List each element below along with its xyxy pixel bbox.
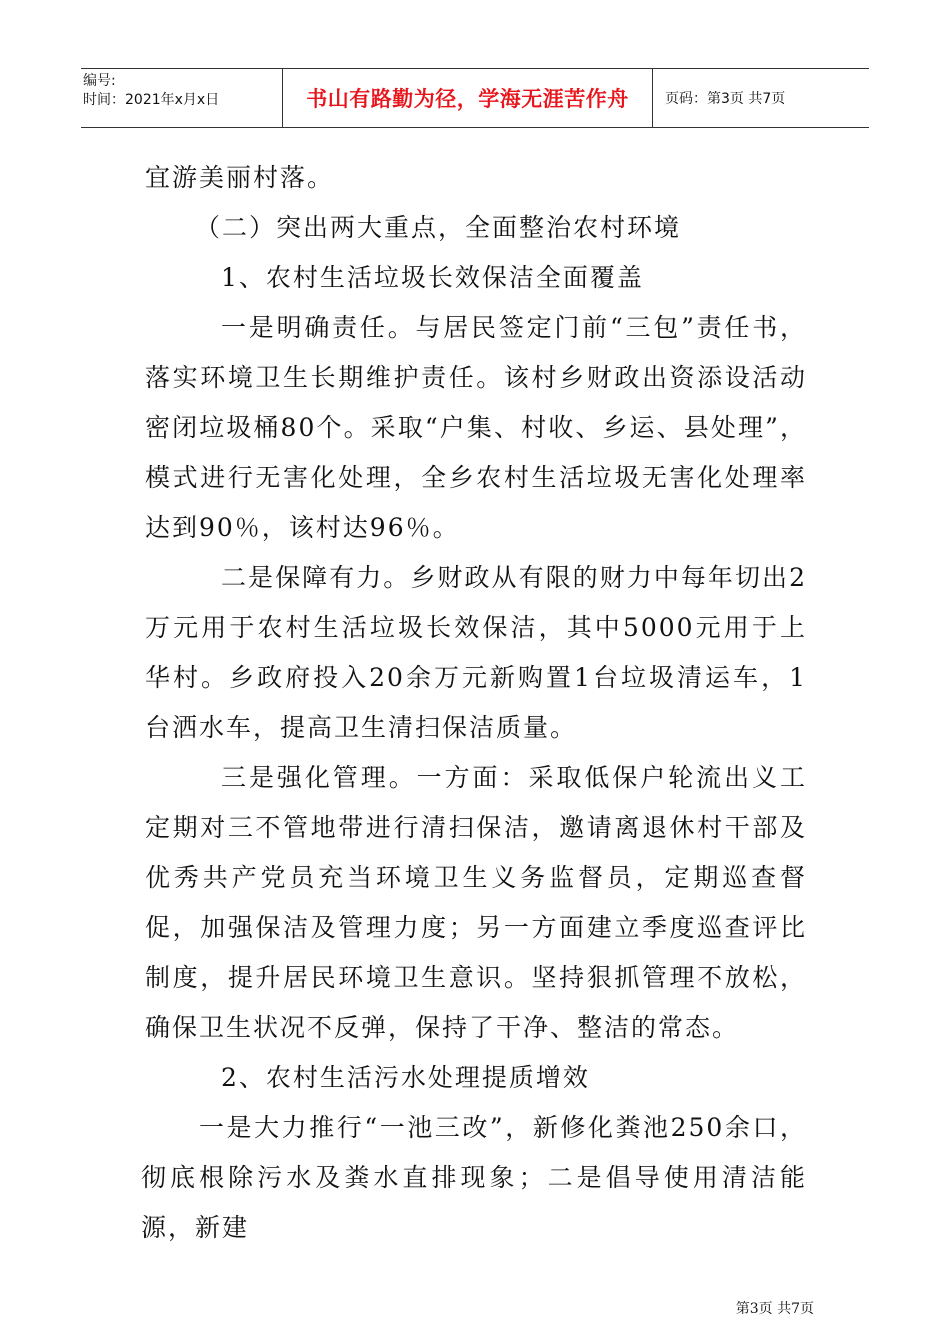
paragraph-management: 三是强化管理。一方面：采取低保户轮流出义工定期对三不管地带进行清扫保洁，邀请离退休村干部及优秀共产党员充当环境卫生义务监督员，定期巡查督促，加强保洁及管理力度；另一方面建立季度巡查评比制度，提升居民环境卫生意识。坚持狠抓管理不放松，确保卫生状况不反弹，保持了干净、整洁的常态。 <box>145 763 807 1042</box>
paragraph-funding: 二是保障有力。乡财政从有限的财力中每年切出2万元用于农村生活垃圾长效保洁，其中5000元用于上华村。乡政府投入20余万元新购置1台垃圾清运车，1台洒水车，提高卫生清扫保洁质量。 <box>145 563 807 742</box>
section-heading-2: （二）突出两大重点，全面整治农村环境 <box>195 213 682 242</box>
subsection-heading-2: 2、农村生活污水处理提质增效 <box>221 1063 590 1092</box>
header-table <box>81 68 869 128</box>
document-number-label: 编号: <box>83 73 116 89</box>
subsection-heading-1: 1、农村生活垃圾长效保洁全面覆盖 <box>221 263 644 292</box>
header-motto: 书山有路勤为径，学海无涯苦作舟 <box>306 87 629 111</box>
footer-page-number: 第3页 共7页 <box>735 1301 814 1317</box>
header-page-cell <box>653 69 869 127</box>
paragraph-sewage: 一是大力推行“一池三改”，新修化粪池250余口，彻底根除污水及粪水直排现象；二是倡导使用清洁能源，新建 <box>141 1113 807 1242</box>
paragraph-1: 宜游美丽村落。 <box>145 163 335 192</box>
header-meta-cell <box>81 69 283 127</box>
header-motto-cell <box>283 69 653 127</box>
document-time-label: 时间：2021年x月x日 <box>83 92 220 108</box>
header-page-number: 页码：第3页 共7页 <box>665 91 786 107</box>
document-body <box>141 153 807 1253</box>
paragraph-responsibility: 一是明确责任。与居民签定门前“三包”责任书，落实环境卫生长期维护责任。该村乡财政出资添设活动密闭垃圾桶80个。采取“户集、村收、乡运、县处理”，模式进行无害化处理，全乡农村生活垃圾无害化处理率达到90％，该村达96％。 <box>145 313 807 542</box>
